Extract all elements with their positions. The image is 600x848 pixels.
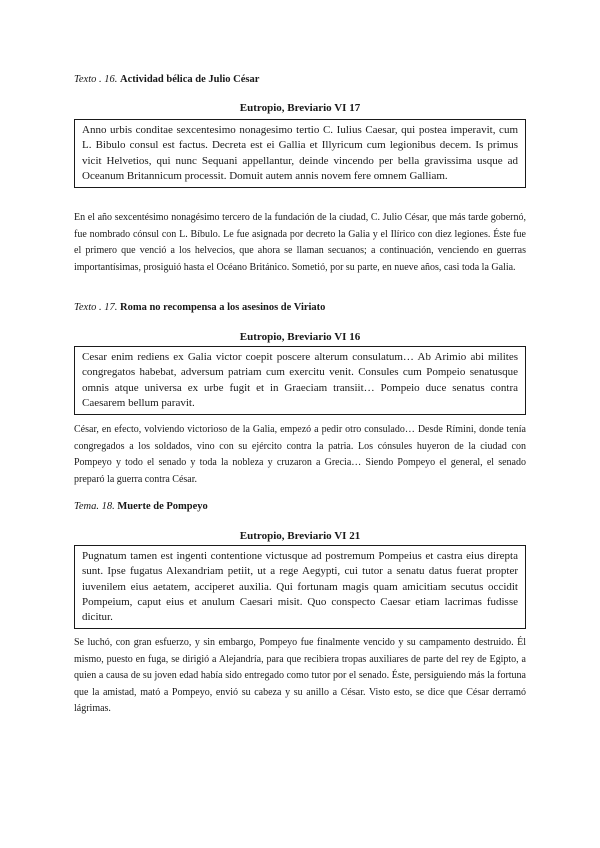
section-label: Tema. 18. bbox=[74, 501, 115, 512]
section-title: Actividad bélica de Julio César bbox=[120, 74, 260, 85]
section-heading bbox=[74, 301, 325, 315]
section-heading bbox=[74, 73, 259, 87]
section-label: Texto . 17. bbox=[74, 302, 118, 313]
section-title: Roma no recompensa a los asesinos de Viriato bbox=[120, 302, 326, 313]
source-citation: Eutropio, Breviario VI 16 bbox=[239, 331, 361, 343]
source-citation: Eutropio, Breviario VI 17 bbox=[239, 102, 361, 114]
latin-text-box: Anno urbis conditae sexcentesimo nonagesimo tertio C. Iulius Caesar, qui postea imperavit, cum L. Bibulo consul est factus. Decreta est ei Gallia et Illyricum cum legionibus decem. Is primus vicit Helvetios, qui nunc Sequani appellantur, deinde vincendo per bella gravissima usque ad Oceanum Britannicum processit. Domuit autem annis novem fere omnem Galliam. bbox=[74, 119, 526, 188]
section-title: Muerte de Pompeyo bbox=[117, 501, 208, 512]
section-label: Texto . 16. bbox=[74, 74, 118, 85]
translation-paragraph: César, en efecto, volviendo victorioso de la Galia, empezó a pedir otro consulado… Desde Rímini, donde tenía congregados a los soldados, vino con su ejército contra la patria. Los cónsules huyeron de la ciudad con Pompeyo y todo el senado y toda la nobleza y cruzaron a Grecia… Siendo Pompeyo el general, el senado preparó la guerra contra César. bbox=[74, 424, 526, 485]
translation-paragraph: Se luchó, con gran esfuerzo, y sin embargo, Pompeyo fue finalmente vencido y su campamento destruido. Él mismo, puesto en fuga, se dirigió a Alejandría, para que recibiera tropas auxiliares de parte del rey de Egipto, a quien a causa de su joven edad había sido entregado como tutor por el senado. Éste, persiguiendo más la fortuna que la amistad, mató a Pompeyo, envió su cabeza y su anillo a César. Visto esto, se dice que César derramó lágrimas. bbox=[74, 637, 526, 715]
latin-text-box: Cesar enim rediens ex Galia victor coepit poscere alterum consulatum… Ab Arimio abi milites congregatos habebat, adversum patriam cum exercitu venit. Consules cum Pompeio senatusque omnis atque universa ex urbe fugit et in Graeciam transiit… Pompeio duce senatus contra Caesarem bellum paravit. bbox=[74, 346, 526, 415]
section-heading bbox=[74, 500, 208, 514]
latin-text-box: Pugnatum tamen est ingenti contentione victusque ad postremum Pompeius et castra eius direpta sunt. Ipse fugatus Alexandriam petiit, ut a rege Aegypti, cui tutor a senatu datus fuerat propter iuvenilem eius aetatem, acciperet auxilia. Qui fortunam magis quam amicitiam secutus occidit Pompeium, caput eius et anulum Caesari misit. Quo conspecto Caesar etiam lacrimas fudisse dicitur. bbox=[74, 545, 526, 629]
source-citation: Eutropio, Breviario VI 21 bbox=[239, 530, 361, 542]
translation-paragraph: En el año sexcentésimo nonagésimo tercero de la fundación de la ciudad, C. Julio César, que más tarde gobernó, fue nombrado cónsul con L. Bíbulo. Le fue asignada por decreto la Galia y el Ilírico con diez legiones. Éste fue el primero que venció a los helvecios, que ahora se llaman secuanos; a continuación, venciendo en guerras importantísimas, prosiguió hasta el Océano Británico. Sometió, por su parte, en nueve años, casi toda la Galia. bbox=[74, 212, 526, 273]
